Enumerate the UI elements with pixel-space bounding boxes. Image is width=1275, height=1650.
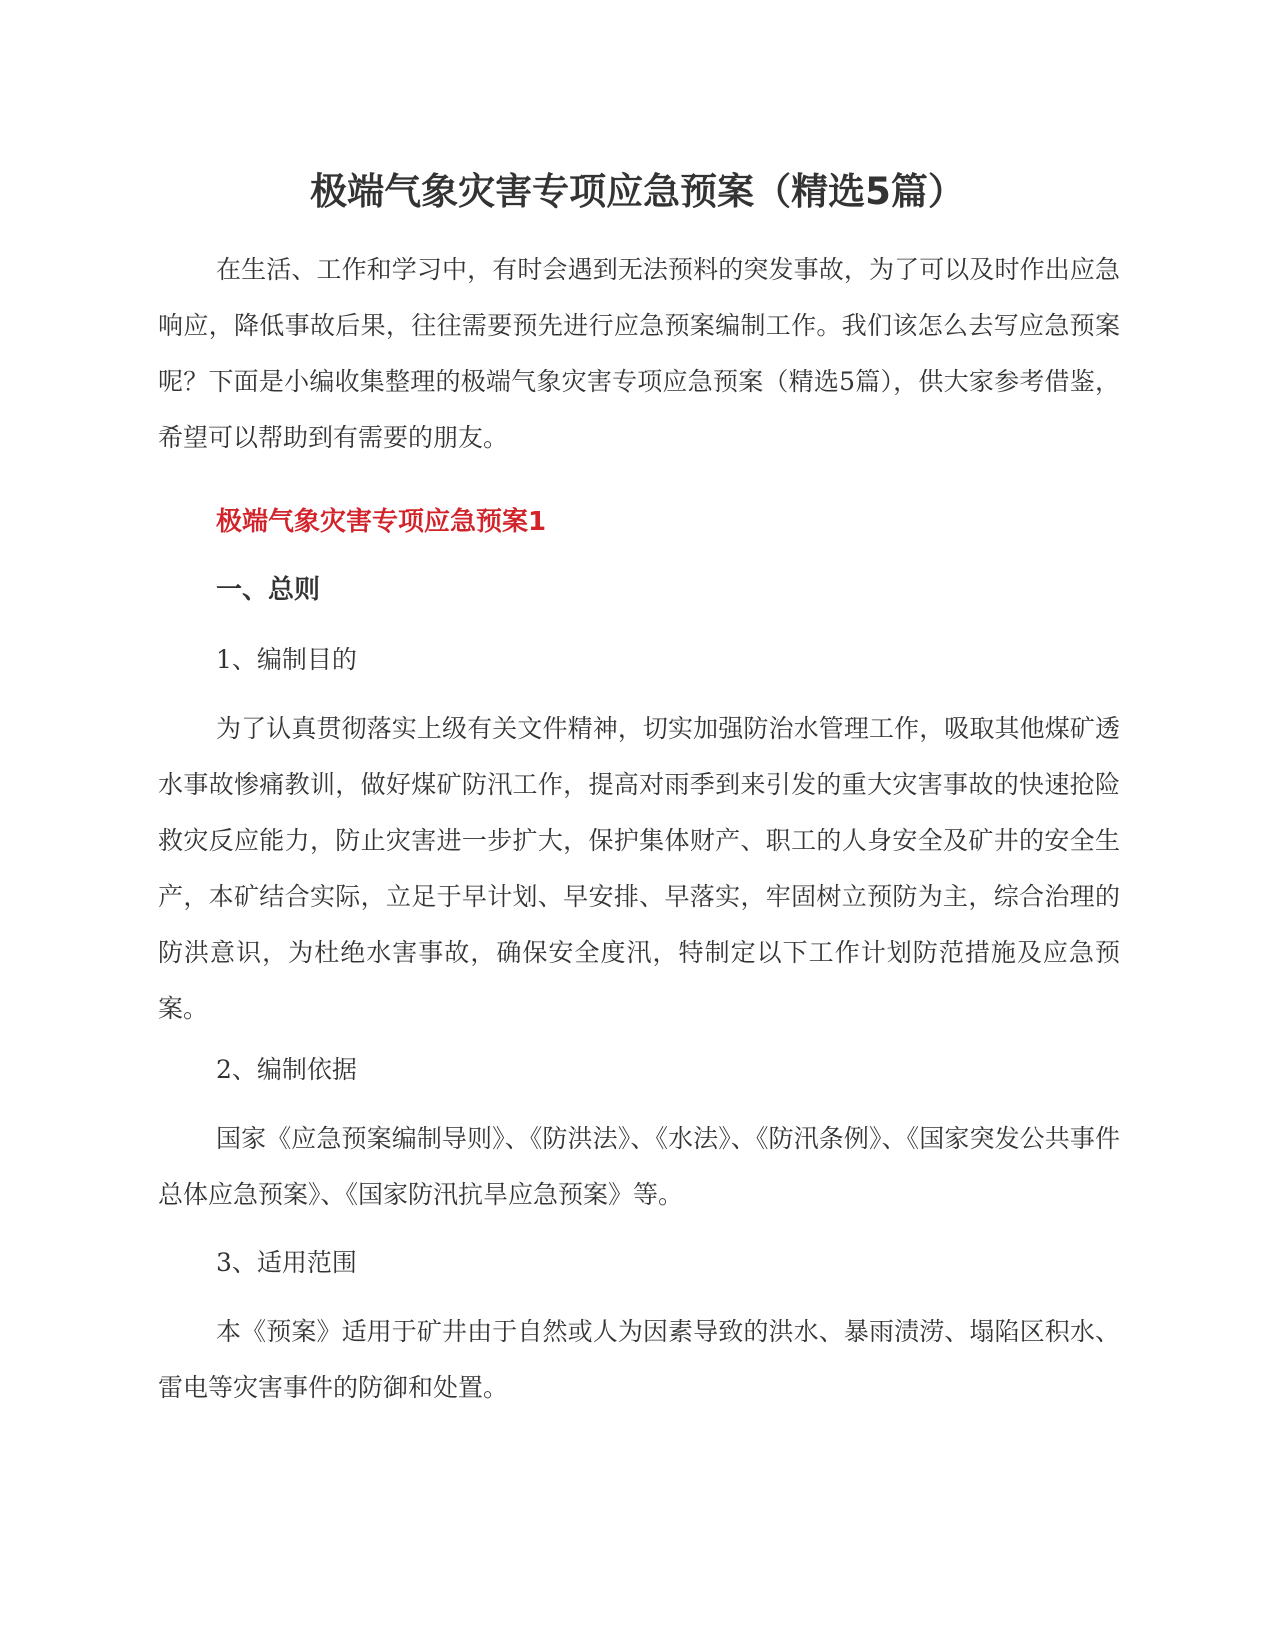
item-paragraph-purpose: 为了认真贯彻落实上级有关文件精神，切实加强防治水管理工作，吸取其他煤矿透水事故惨痛教训，做好煤矿防汛工作，提高对雨季到来引发的重大灾害事故的快速抢险救灾反应能力，防止灾害进一步扩大，保护集体财产、职工的人身安全及矿井的安全生产，本矿结合实际，立足于早计划、早安排、早落实，牢固树立预防为主，综合治理的防洪意识，为杜绝水害事故，确保安全度汛，特制定以下工作计划防范措施及应急预案。 (158, 714, 1120, 1023)
item-heading-purpose: 1、编制目的 (216, 645, 357, 674)
item-paragraph-scope: 本《预案》适用于矿井由于自然或人为因素导致的洪水、暴雨渍涝、塌陷区积水、雷电等灾害事件的防御和处置。 (158, 1317, 1120, 1402)
chapter-heading: 一、总则 (216, 575, 321, 605)
item-heading-basis: 2、编制依据 (216, 1055, 357, 1084)
item-paragraph-basis: 国家《应急预案编制导则》、《防洪法》、《水法》、《防汛条例》、《国家突发公共事件总体应急预案》、《国家防汛抗旱应急预案》等。 (158, 1124, 1120, 1209)
section-title: 极端气象灾害专项应急预案1 (216, 507, 547, 537)
document-title: 极端气象灾害专项应急预案（精选5篇） (310, 170, 965, 213)
item-heading-scope: 3、适用范围 (216, 1248, 357, 1277)
intro-paragraph: 在生活、工作和学习中，有时会遇到无法预料的突发事故，为了可以及时作出应急响应，降低事故后果，往往需要预先进行应急预案编制工作。我们该怎么去写应急预案呢？下面是小编收集整理的极端气象灾害专项应急预案（精选5篇），供大家参考借鉴，希望可以帮助到有需要的朋友。 (158, 255, 1120, 452)
